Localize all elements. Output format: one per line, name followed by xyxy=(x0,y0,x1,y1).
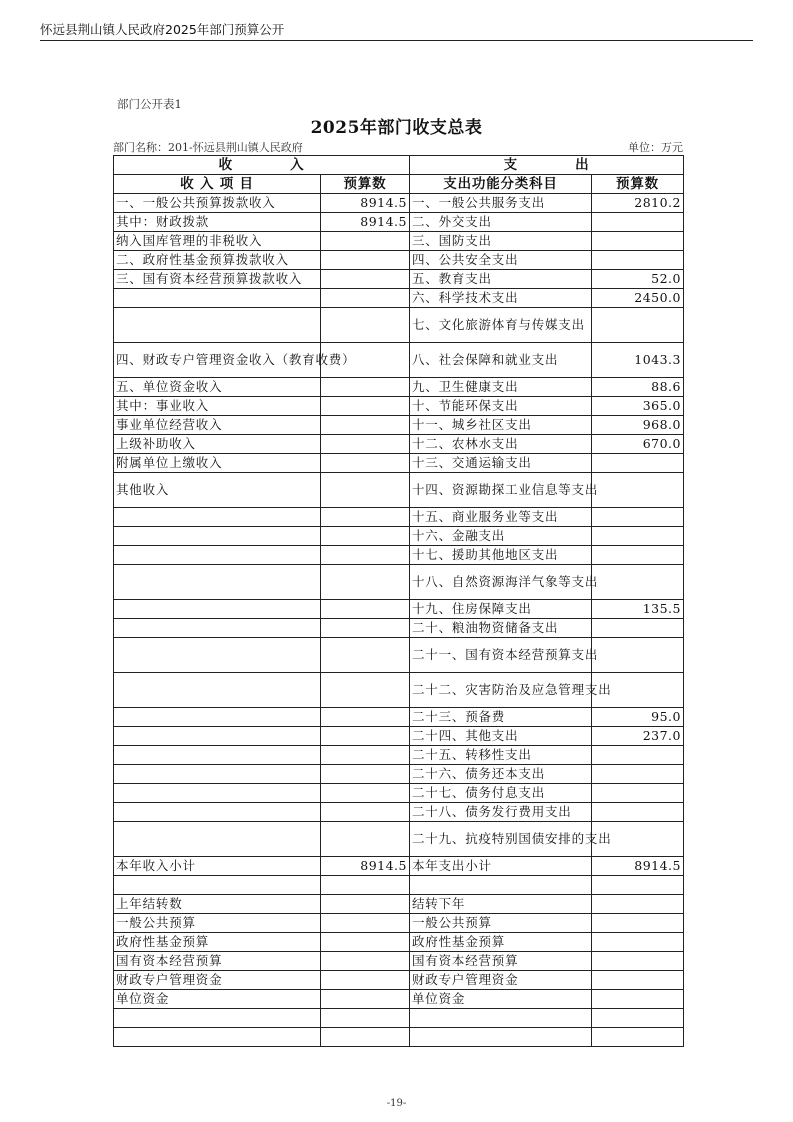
income-amount: 8914.5 xyxy=(321,213,410,232)
carryover-item: 上年结转数 xyxy=(114,895,321,914)
income-amount xyxy=(321,619,410,638)
spacer-cell xyxy=(410,876,592,895)
income-amount xyxy=(321,378,410,397)
expense-item: 十七、援助其他地区支出 xyxy=(410,546,592,565)
spacer-cell xyxy=(592,876,684,895)
income-item: 五、单位资金收入 xyxy=(114,378,321,397)
income-budget-header: 预算数 xyxy=(321,175,410,194)
expense-item: 二十二、灾害防治及应急管理支出 xyxy=(410,673,592,708)
income-item: 其中：财政拨款 xyxy=(114,213,321,232)
expense-item: 六、科学技术支出 xyxy=(410,289,592,308)
expense-amount xyxy=(592,619,684,638)
expense-amount xyxy=(592,213,684,232)
income-amount xyxy=(321,638,410,673)
expense-item: 二十一、国有资本经营预算支出 xyxy=(410,638,592,673)
expense-item: 二十八、债务发行费用支出 xyxy=(410,803,592,822)
income-amount xyxy=(321,727,410,746)
expense-item: 十、节能环保支出 xyxy=(410,397,592,416)
carryover-amount xyxy=(321,914,410,933)
carryover-amount xyxy=(321,990,410,1009)
expense-amount xyxy=(592,803,684,822)
carryover-item: 政府性基金预算 xyxy=(114,933,321,952)
carryforward-amount xyxy=(592,914,684,933)
expense-item: 十九、住房保障支出 xyxy=(410,600,592,619)
expense-item: 二十九、抗疫特别国债安排的支出 xyxy=(410,822,592,857)
income-item xyxy=(114,289,321,308)
expense-amount: 95.0 xyxy=(592,708,684,727)
income-group-header: 收 入 xyxy=(114,156,410,175)
expense-item: 十八、自然资源海洋气象等支出 xyxy=(410,565,592,600)
income-amount xyxy=(321,803,410,822)
spacer-cell xyxy=(114,1009,321,1028)
income-amount: 8914.5 xyxy=(321,194,410,213)
spacer-cell xyxy=(114,876,321,895)
carryover-amount xyxy=(321,971,410,990)
carryover-item: 单位资金 xyxy=(114,990,321,1009)
expense-amount xyxy=(592,508,684,527)
expense-item: 十五、商业服务业等支出 xyxy=(410,508,592,527)
expense-amount: 968.0 xyxy=(592,416,684,435)
expense-item: 十六、金融支出 xyxy=(410,527,592,546)
expense-item: 七、文化旅游体育与传媒支出 xyxy=(410,308,592,343)
income-item: 附属单位上缴收入 xyxy=(114,454,321,473)
carryforward-item: 一般公共预算 xyxy=(410,914,592,933)
income-item xyxy=(114,527,321,546)
carryover-item: 国有资本经营预算 xyxy=(114,952,321,971)
carryforward-item: 国有资本经营预算 xyxy=(410,952,592,971)
income-amount xyxy=(321,784,410,803)
income-item: 事业单位经营收入 xyxy=(114,416,321,435)
income-amount xyxy=(321,527,410,546)
income-amount xyxy=(321,673,410,708)
expense-amount xyxy=(592,638,684,673)
income-amount xyxy=(321,508,410,527)
expense-amount: 237.0 xyxy=(592,727,684,746)
expense-item: 二十六、债务还本支出 xyxy=(410,765,592,784)
carryforward-amount xyxy=(592,933,684,952)
income-amount xyxy=(321,708,410,727)
income-amount xyxy=(321,546,410,565)
expense-item: 十二、农林水支出 xyxy=(410,435,592,454)
carryforward-item: 单位资金 xyxy=(410,990,592,1009)
income-item-header: 收 入 项 目 xyxy=(114,175,321,194)
carryforward-item: 结转下年 xyxy=(410,895,592,914)
expense-amount: 670.0 xyxy=(592,435,684,454)
expense-item: 十一、城乡社区支出 xyxy=(410,416,592,435)
header-divider xyxy=(40,40,753,41)
income-amount xyxy=(321,397,410,416)
carryforward-amount xyxy=(592,952,684,971)
income-amount xyxy=(321,600,410,619)
income-amount xyxy=(321,473,410,508)
expense-amount: 52.0 xyxy=(592,270,684,289)
income-amount xyxy=(321,270,410,289)
expense-amount: 135.5 xyxy=(592,600,684,619)
spacer-cell xyxy=(410,1009,592,1028)
income-amount xyxy=(321,416,410,435)
expense-amount: 1043.3 xyxy=(592,343,684,378)
income-item: 二、政府性基金预算拨款收入 xyxy=(114,251,321,270)
income-item xyxy=(114,727,321,746)
spacer-cell xyxy=(592,1009,684,1028)
expense-amount xyxy=(592,454,684,473)
income-subtotal-value: 8914.5 xyxy=(321,857,410,876)
income-item: 其他收入 xyxy=(114,473,321,508)
expense-item: 二十五、转移性支出 xyxy=(410,746,592,765)
expense-item: 三、国防支出 xyxy=(410,232,592,251)
spacer-cell xyxy=(410,1028,592,1047)
expense-amount xyxy=(592,232,684,251)
expense-amount xyxy=(592,527,684,546)
expense-budget-header: 预算数 xyxy=(592,175,684,194)
income-item xyxy=(114,708,321,727)
income-amount xyxy=(321,435,410,454)
expense-amount: 2450.0 xyxy=(592,289,684,308)
income-item xyxy=(114,784,321,803)
income-item: 纳入国库管理的非税收入 xyxy=(114,232,321,251)
income-item xyxy=(114,619,321,638)
expense-item: 十三、交通运输支出 xyxy=(410,454,592,473)
carryover-amount xyxy=(321,933,410,952)
page-number: -19- xyxy=(386,1098,407,1109)
income-amount xyxy=(321,565,410,600)
department-name: 部门名称：201-怀远县荆山镇人民政府 xyxy=(113,141,303,154)
expense-amount xyxy=(592,251,684,270)
income-item xyxy=(114,600,321,619)
expense-item: 二、外交支出 xyxy=(410,213,592,232)
expense-amount xyxy=(592,565,684,600)
expense-item: 二十七、债务付息支出 xyxy=(410,784,592,803)
income-amount xyxy=(321,454,410,473)
income-amount xyxy=(321,746,410,765)
income-item xyxy=(114,308,321,343)
expense-amount: 365.0 xyxy=(592,397,684,416)
expense-amount xyxy=(592,746,684,765)
expense-item: 一、一般公共服务支出 xyxy=(410,194,592,213)
income-amount xyxy=(321,232,410,251)
income-item xyxy=(114,746,321,765)
expense-subtotal-label: 本年支出小计 xyxy=(410,857,592,876)
income-item xyxy=(114,822,321,857)
income-amount xyxy=(321,251,410,270)
carryover-amount xyxy=(321,895,410,914)
carryover-item: 财政专户管理资金 xyxy=(114,971,321,990)
income-item xyxy=(114,546,321,565)
income-item xyxy=(114,673,321,708)
income-item xyxy=(114,565,321,600)
spacer-cell xyxy=(114,1028,321,1047)
document-header-title: 怀远县荆山镇人民政府2025年部门预算公开 xyxy=(40,22,285,37)
income-item xyxy=(114,765,321,784)
expense-item: 二十三、预备费 xyxy=(410,708,592,727)
expense-amount xyxy=(592,765,684,784)
income-item: 三、国有资本经营预算拨款收入 xyxy=(114,270,321,289)
carryover-amount xyxy=(321,952,410,971)
expense-amount xyxy=(592,546,684,565)
table-meta-row xyxy=(113,139,683,155)
expense-item-header: 支出功能分类科目 xyxy=(410,175,592,194)
carryforward-item: 政府性基金预算 xyxy=(410,933,592,952)
carryforward-amount xyxy=(592,895,684,914)
income-item xyxy=(114,803,321,822)
income-amount xyxy=(321,765,410,784)
expense-item: 十四、资源勘探工业信息等支出 xyxy=(410,473,592,508)
expense-item: 九、卫生健康支出 xyxy=(410,378,592,397)
expense-item: 二十四、其他支出 xyxy=(410,727,592,746)
expense-amount: 88.6 xyxy=(592,378,684,397)
spacer-cell xyxy=(321,1028,410,1047)
expense-item: 五、教育支出 xyxy=(410,270,592,289)
income-item xyxy=(114,508,321,527)
spacer-cell xyxy=(321,876,410,895)
form-code: 部门公开表1 xyxy=(117,97,182,111)
expense-amount xyxy=(592,784,684,803)
income-item xyxy=(114,638,321,673)
page-title: 2025年部门收支总表 xyxy=(310,118,483,138)
expense-subtotal-value: 8914.5 xyxy=(592,857,684,876)
income-amount xyxy=(321,308,410,343)
income-item: 上级补助收入 xyxy=(114,435,321,454)
income-item: 其中：事业收入 xyxy=(114,397,321,416)
income-amount xyxy=(321,289,410,308)
carryforward-amount xyxy=(592,990,684,1009)
carryforward-amount xyxy=(592,971,684,990)
income-subtotal-label: 本年收入小计 xyxy=(114,857,321,876)
income-item: 一、一般公共预算拨款收入 xyxy=(114,194,321,213)
expense-group-header: 支 出 xyxy=(410,156,684,175)
carryover-item: 一般公共预算 xyxy=(114,914,321,933)
income-item: 四、财政专户管理资金收入（教育收费） xyxy=(114,343,321,378)
expense-amount xyxy=(592,473,684,508)
spacer-cell xyxy=(321,1009,410,1028)
carryforward-item: 财政专户管理资金 xyxy=(410,971,592,990)
expense-amount: 2810.2 xyxy=(592,194,684,213)
unit-label: 单位：万元 xyxy=(628,141,683,154)
income-amount xyxy=(321,822,410,857)
expense-item: 四、公共安全支出 xyxy=(410,251,592,270)
expense-item: 二十、粮油物资储备支出 xyxy=(410,619,592,638)
expense-amount xyxy=(592,308,684,343)
spacer-cell xyxy=(592,1028,684,1047)
expense-item: 八、社会保障和就业支出 xyxy=(410,343,592,378)
budget-table xyxy=(113,155,684,1047)
